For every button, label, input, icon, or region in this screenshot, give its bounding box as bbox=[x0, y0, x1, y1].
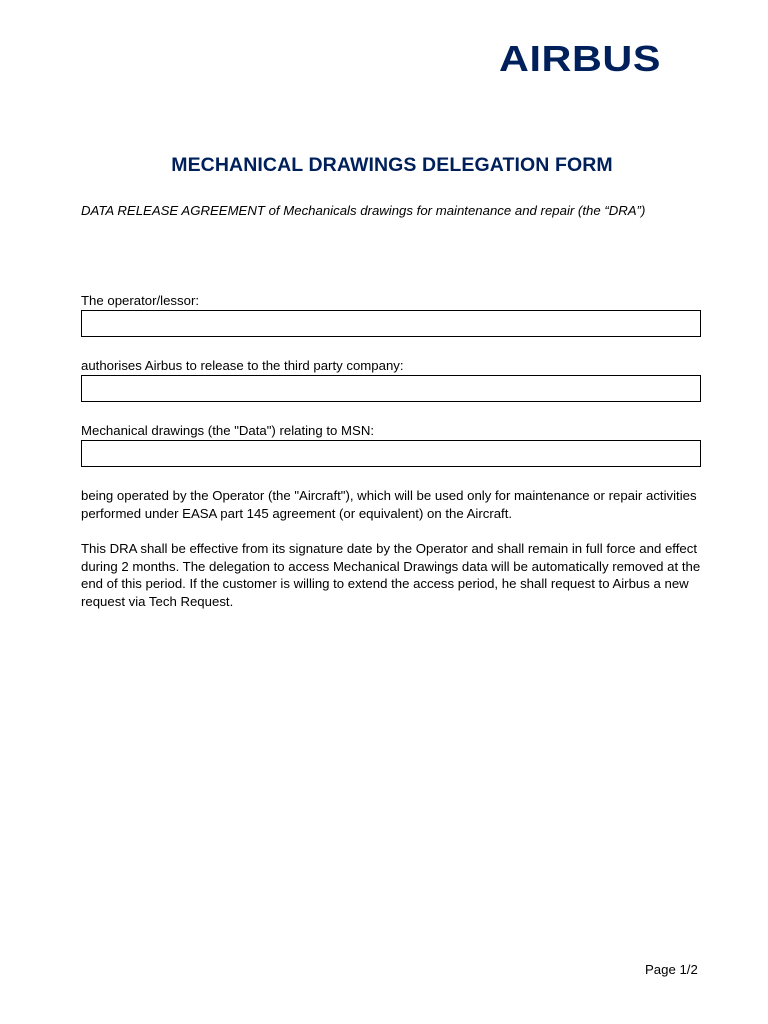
operator-field[interactable] bbox=[81, 310, 701, 337]
agreement-subtitle: DATA RELEASE AGREEMENT of Mechanicals drawings for maintenance and repair (the “DRA”) bbox=[81, 203, 646, 218]
page-number: Page 1/2 bbox=[645, 962, 698, 977]
airbus-logo bbox=[499, 38, 663, 82]
msn-label: Mechanical drawings (the "Data") relating to MSN: bbox=[81, 423, 375, 438]
third-party-label: authorises Airbus to release to the third party company: bbox=[81, 358, 404, 373]
airbus-logo-wordmark bbox=[499, 38, 663, 82]
validity-paragraph: This DRA shall be effective from its signature date by the Operator and shall remain in full force and effect during 2 months. The delegation to access Mechanical Drawings data will be automatically removed at the end of this period. If the customer is willing to extend the access period, he shall request to Airbus a new request via Tech Request. bbox=[81, 541, 701, 609]
svg-text:AIRBUS: AIRBUS bbox=[499, 38, 661, 79]
page-title: MECHANICAL DRAWINGS DELEGATION FORM bbox=[171, 154, 613, 176]
operator-label: The operator/lessor: bbox=[81, 293, 200, 308]
third-party-field[interactable] bbox=[81, 375, 701, 402]
usage-paragraph: being operated by the Operator (the "Aircraft"), which will be used only for maintenance or repair activities performed under EASA part 145 agreement (or equivalent) on the Aircraft. bbox=[81, 488, 697, 521]
msn-field[interactable] bbox=[81, 440, 701, 467]
